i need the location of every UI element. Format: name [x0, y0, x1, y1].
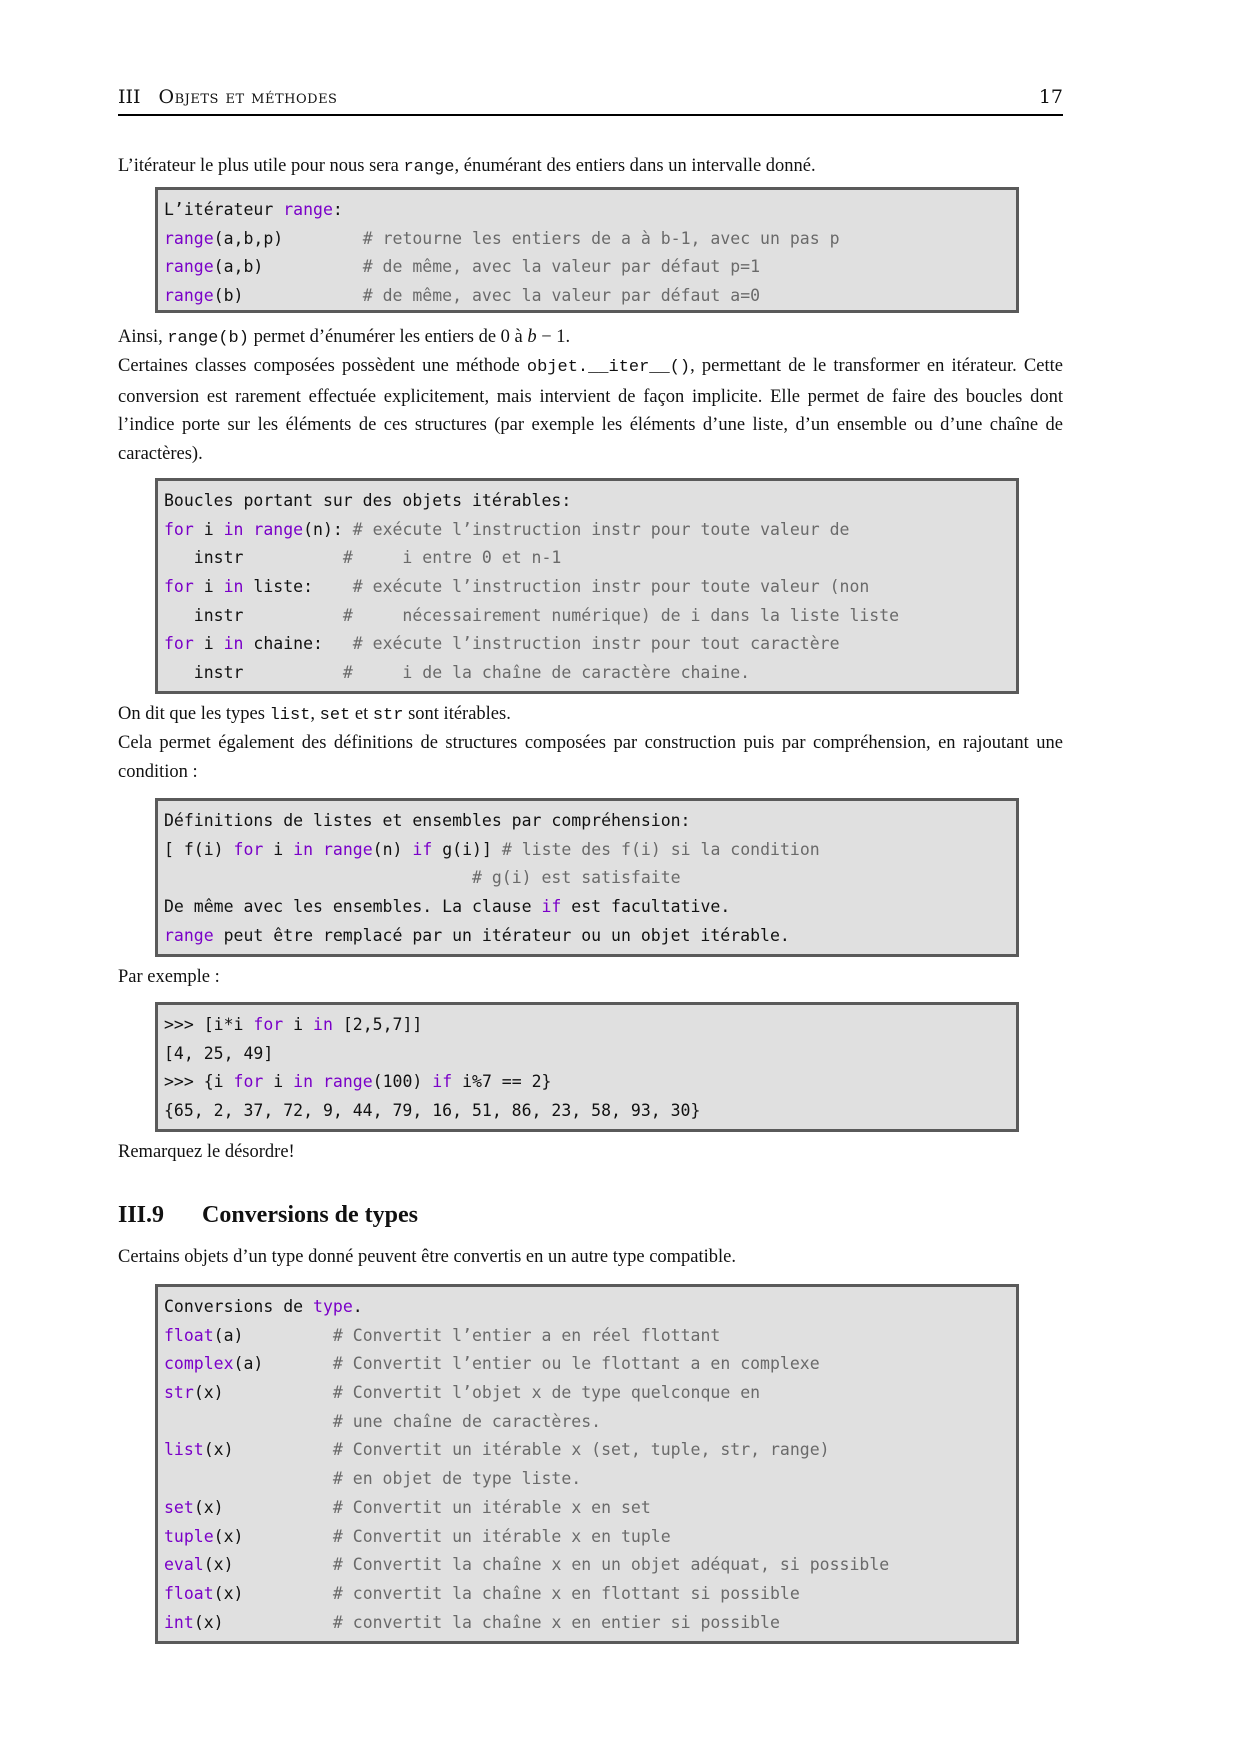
text: >>> {i	[164, 1072, 234, 1092]
paragraph-conversions: Certains objets d’un type donné peuvent être convertis en un autre type compatible.	[118, 1247, 737, 1267]
section-title: Conversions de types	[202, 1202, 419, 1228]
paragraph-intro	[118, 152, 1063, 183]
code-line	[164, 1408, 1016, 1437]
keyword: range	[283, 200, 333, 219]
keyword: list	[164, 1440, 204, 1460]
keyword: in	[223, 519, 244, 539]
text: De même avec les ensembles. La clause	[164, 897, 542, 917]
chapter-heading	[118, 86, 337, 108]
keyword: in	[223, 634, 244, 654]
text	[313, 1072, 323, 1091]
text: i	[193, 577, 224, 597]
spacer	[164, 1412, 333, 1431]
args: (x)	[193, 1383, 224, 1403]
text: , permettant de le transformer en itérateur. Cette conversion est rarement effectuée explicitement, mais intervient de façon implicite. Elle permet de faire des boucles dont l’indice porte sur les éléments de ces structures (par exemple les éléments d’une liste, d’un ensemble ou d’une chaîne de caractères).	[118, 356, 1063, 465]
chapter-title: Objets et méthodes	[158, 86, 338, 108]
paragraph-example: Par exemple :	[118, 967, 220, 987]
keyword: str	[164, 1383, 194, 1403]
spacer	[234, 1555, 333, 1574]
page-number: 17	[1038, 86, 1063, 108]
keyword: if	[432, 1072, 453, 1092]
spacer	[263, 257, 362, 276]
args: (x)	[193, 1612, 224, 1632]
paragraph-iterables	[118, 700, 1063, 731]
code-line	[164, 516, 1016, 545]
code-line	[164, 1379, 1016, 1408]
comment: # une chaîne de caractères.	[332, 1411, 602, 1431]
code-box-loops	[155, 478, 1019, 694]
args: (a,b,p)	[213, 228, 284, 248]
code-box-title: Définitions de listes et ensembles par compréhension:	[164, 811, 691, 830]
args: (a)	[213, 1325, 244, 1345]
inline-code: str	[372, 706, 404, 725]
text: permet d’énumérer les entiers de 0 à	[248, 327, 528, 347]
code-line	[164, 1494, 1016, 1523]
text: (100)	[372, 1072, 433, 1092]
text: ,	[310, 704, 320, 724]
spacer	[164, 868, 472, 887]
inline-code: set	[319, 706, 351, 725]
code-line	[164, 922, 1016, 951]
code-line	[164, 864, 1016, 893]
text: i%7 == 2}	[452, 1072, 552, 1092]
keyword: in	[313, 1015, 333, 1034]
inline-code: list	[269, 706, 311, 725]
text: :	[332, 200, 343, 219]
code-line	[164, 253, 1016, 282]
comment: # convertit la chaîne x en flottant si possible	[332, 1583, 800, 1603]
args: (a)	[233, 1354, 264, 1374]
comment: # Convertit un itérable x en tuple	[332, 1526, 671, 1546]
keyword: in	[293, 1072, 314, 1092]
text: sont itérables.	[403, 704, 511, 724]
comment: # exécute l’instruction instr pour tout caractère	[352, 634, 840, 654]
code-line	[164, 1350, 1016, 1379]
code-box-example	[155, 1002, 1019, 1132]
code-line	[164, 602, 1016, 631]
text: i	[193, 634, 224, 654]
running-header	[118, 82, 1063, 116]
text: instr	[164, 548, 343, 568]
keyword: range	[164, 925, 214, 945]
inline-code: range	[403, 158, 455, 177]
comment: # en objet de type liste.	[332, 1469, 582, 1489]
text: peut être remplacé par un itérateur ou un objet itérable.	[213, 925, 790, 945]
text: Ainsi,	[118, 327, 168, 347]
section-heading	[118, 1202, 418, 1229]
keyword: in	[293, 839, 314, 859]
code-line	[164, 1609, 1016, 1638]
spacer	[243, 286, 362, 305]
paragraph-remark: Remarquez le désordre!	[118, 1142, 295, 1162]
text: g(i)]	[432, 839, 502, 859]
text: est facultative.	[561, 897, 731, 917]
comment: # Convertit l’entier ou le flottant a en complexe	[332, 1354, 820, 1374]
comment: # Convertit l’objet x de type quelconque en	[332, 1383, 761, 1403]
code-line	[164, 1068, 1016, 1097]
text: et	[350, 704, 373, 724]
keyword: tuple	[164, 1526, 214, 1546]
comment: # i de la chaîne de caractère chaine.	[342, 663, 751, 683]
keyword: range	[164, 257, 214, 277]
text: Certaines classes composées possèdent une méthode	[118, 356, 527, 376]
code-line	[164, 893, 1016, 922]
inline-code: objet.__iter__()	[526, 358, 691, 377]
keyword: if	[541, 897, 562, 917]
comment: # g(i) est satisfaite	[471, 868, 681, 888]
keyword: for	[164, 634, 194, 654]
keyword: range	[243, 519, 304, 539]
keyword: if	[412, 839, 433, 859]
code-output: {65, 2, 37, 72, 9, 44, 79, 16, 51, 86, 23, 58, 93, 30}	[164, 1101, 701, 1121]
chapter-number: III	[118, 86, 141, 108]
args: (x)	[213, 1583, 244, 1603]
paragraph-comprehension: Cela permet également des définitions de structures composées par construction puis par compréhension, en rajoutant une condition :	[118, 733, 1063, 782]
text: Conversions de	[164, 1297, 314, 1316]
comment: # liste des f(i) si la condition	[501, 839, 820, 859]
comment: # de même, avec la valeur par défaut p=1	[362, 257, 761, 277]
comment: # retourne les entiers de a à b-1, avec un pas p	[362, 228, 840, 248]
comment: # Convertit l’entier a en réel flottant	[332, 1325, 721, 1345]
code-line	[164, 836, 1016, 865]
comment: # i entre 0 et n-1	[342, 548, 562, 568]
comment: # nécessairement numérique) de i dans la liste liste	[342, 605, 900, 625]
keyword: range	[322, 839, 373, 859]
code-line	[164, 544, 1016, 573]
text: >>> [i*i	[164, 1015, 254, 1034]
args: (x)	[203, 1555, 234, 1575]
code-box-conversions	[155, 1284, 1019, 1644]
keyword: in	[223, 577, 244, 597]
text: − 1.	[536, 327, 571, 347]
keyword: float	[164, 1325, 214, 1345]
code-line	[164, 1322, 1016, 1351]
spacer	[164, 1469, 333, 1488]
code-line	[164, 1436, 1016, 1465]
text: i	[263, 1072, 294, 1092]
paragraph-iter	[118, 352, 1063, 469]
comment: # convertit la chaîne x en entier si possible	[332, 1612, 780, 1632]
paragraph-ainsi	[118, 323, 1063, 354]
comment: # exécute l’instruction instr pour toute valeur (non	[352, 577, 870, 597]
keyword: type	[313, 1297, 353, 1316]
keyword: eval	[164, 1555, 204, 1575]
code-box-range	[155, 187, 1019, 313]
spacer	[224, 1383, 333, 1402]
keyword: for	[233, 1072, 264, 1092]
spacer	[243, 1527, 332, 1546]
text: L’itérateur le plus utile pour nous sera	[118, 156, 404, 176]
text: chaine:	[243, 634, 353, 654]
text	[313, 840, 323, 859]
spacer	[283, 229, 362, 248]
keyword: set	[164, 1497, 194, 1517]
args: (x)	[193, 1497, 224, 1517]
keyword: range	[322, 1072, 373, 1092]
text: [2,5,7]]	[332, 1015, 423, 1034]
code-line	[164, 630, 1016, 659]
section-number: III.9	[118, 1202, 165, 1228]
keyword: int	[164, 1612, 194, 1632]
args: (b)	[213, 286, 244, 306]
comment: # exécute l’instruction instr pour toute valeur de	[352, 519, 850, 539]
keyword: for	[164, 519, 194, 539]
comment: # de même, avec la valeur par défaut a=0	[362, 286, 761, 306]
keyword: range	[164, 228, 214, 248]
code-box-comprehension	[155, 798, 1019, 957]
inline-code: range(b)	[167, 329, 249, 348]
text: L’itérateur	[164, 200, 284, 219]
text: i	[193, 519, 224, 539]
code-line	[164, 573, 1016, 602]
code-line	[164, 225, 1016, 254]
text: .	[352, 1297, 363, 1316]
code-box-title	[164, 1293, 1016, 1322]
code-output: [4, 25, 49]	[164, 1043, 274, 1063]
comment: # Convertit un itérable x en set	[332, 1497, 651, 1517]
code-box-title: Boucles portant sur des objets itérables:	[164, 491, 572, 510]
keyword: for	[233, 839, 264, 859]
text: , énumérant des entiers dans un intervalle donné.	[454, 156, 816, 176]
spacer	[234, 1440, 333, 1459]
args: (a,b)	[213, 257, 264, 277]
keyword: float	[164, 1583, 214, 1603]
code-box-title	[164, 196, 1016, 225]
spacer	[243, 1584, 332, 1603]
code-line	[164, 282, 1016, 311]
math-variable: b	[527, 327, 537, 347]
text: i	[263, 839, 294, 859]
spacer	[224, 1498, 333, 1517]
spacer	[263, 1354, 333, 1373]
code-line	[164, 1011, 1016, 1040]
text: [ f(i)	[164, 839, 234, 859]
text: liste:	[243, 577, 353, 597]
code-line	[164, 1465, 1016, 1494]
code-line	[164, 1551, 1016, 1580]
text: instr	[164, 605, 343, 625]
text: i	[283, 1015, 314, 1034]
keyword: range	[164, 286, 214, 306]
code-line	[164, 1523, 1016, 1552]
text: instr	[164, 663, 343, 683]
keyword: for	[164, 577, 194, 597]
keyword: for	[253, 1015, 284, 1034]
spacer	[224, 1613, 333, 1632]
args: (x)	[203, 1440, 234, 1460]
args: (x)	[213, 1526, 244, 1546]
spacer	[243, 1326, 332, 1345]
text: (n):	[303, 519, 353, 539]
code-line	[164, 1580, 1016, 1609]
text: (n)	[372, 839, 413, 859]
text: On dit que les types	[118, 704, 270, 724]
keyword: complex	[164, 1354, 234, 1374]
comment: # Convertit la chaîne x en un objet adéquat, si possible	[332, 1555, 890, 1575]
code-line	[164, 659, 1016, 688]
comment: # Convertit un itérable x (set, tuple, str, range)	[332, 1440, 830, 1460]
